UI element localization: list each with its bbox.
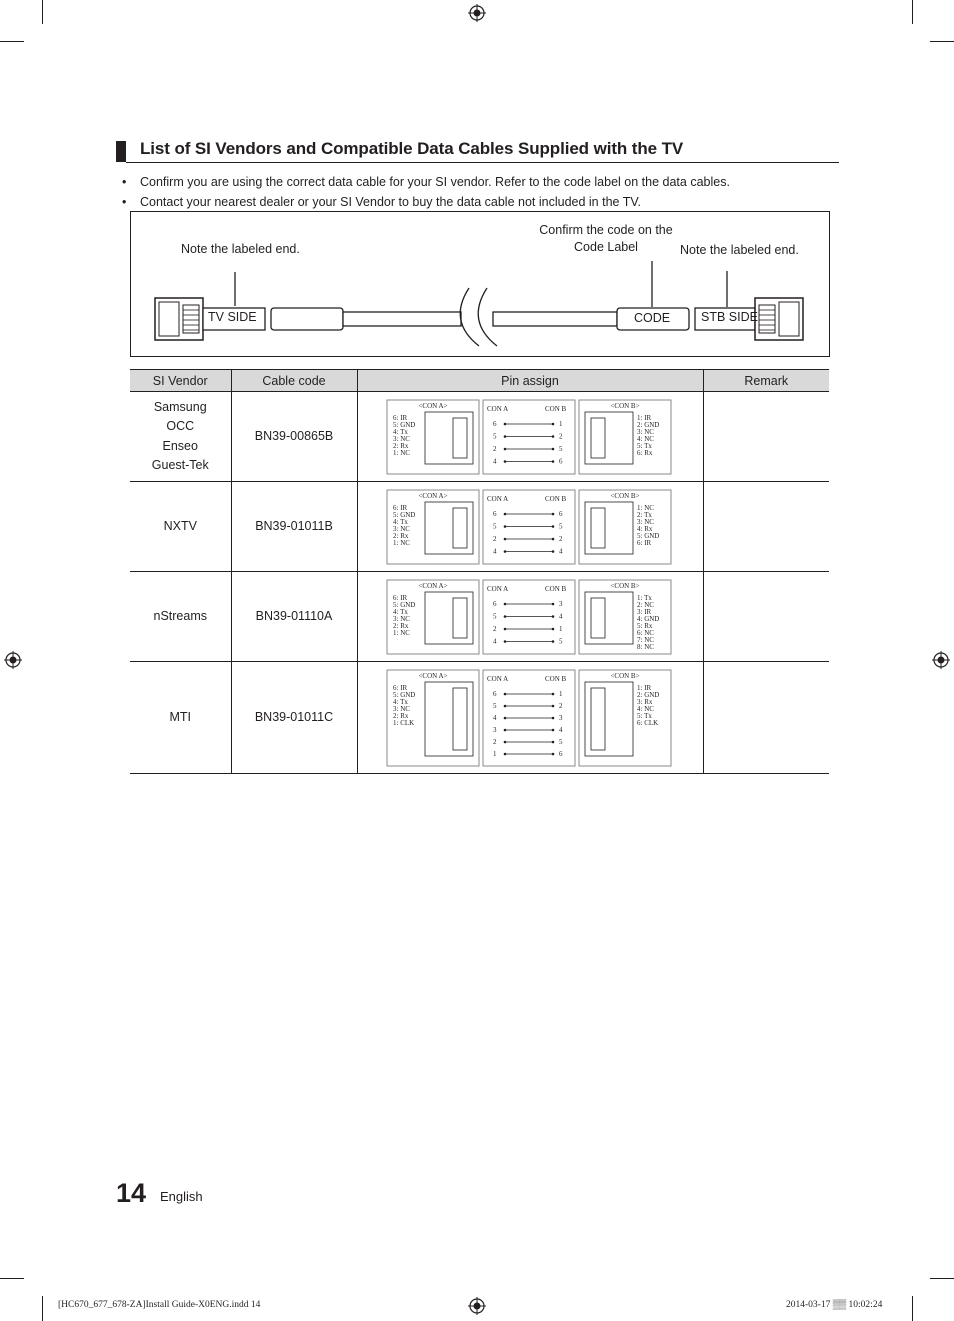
pin-map-dot <box>552 752 555 755</box>
pin-map-a: 4 <box>493 547 497 555</box>
file-info: [HC670_677_678-ZA]Install Guide-X0ENG.indd 14 <box>58 1300 261 1310</box>
pin-map-dot <box>552 537 555 540</box>
pin-map-a: 2 <box>493 737 497 746</box>
pin-assign-cell <box>357 572 703 662</box>
con-b-pin: 6: NC <box>637 628 654 637</box>
con-b-pin: 4: Rx <box>637 524 653 533</box>
pin-map-a: 6 <box>493 509 497 518</box>
pin-assign-diagram <box>385 578 675 656</box>
pin-map-b: 1 <box>559 624 563 633</box>
column-header: Cable code <box>231 370 357 392</box>
pin-map-dot <box>504 537 507 540</box>
con-a-pin: 1: NC <box>393 448 410 457</box>
pin-map-dot <box>552 550 555 553</box>
con-b-pin: 5: Tx <box>637 441 652 450</box>
bullet-item <box>120 172 840 192</box>
pin-map-dot <box>504 704 507 707</box>
crop-mark <box>912 1296 913 1321</box>
cable-code-cell: BN39-00865B <box>231 392 357 482</box>
pin-map-header: CON A <box>487 494 509 503</box>
vendor-cell <box>130 392 231 482</box>
con-b-pin: 3: IR <box>637 607 652 616</box>
vendor-name: nStreams <box>153 608 207 623</box>
con-a-pin: 1: CLK <box>393 718 415 727</box>
pin-map-dot <box>552 640 555 643</box>
con-b-pin: 4: NC <box>637 434 654 443</box>
con-a-pin: 6: IR <box>393 593 408 602</box>
con-b-pin: 6: IR <box>637 538 652 547</box>
page-language: English <box>160 1189 203 1204</box>
pin-map-dot <box>552 627 555 630</box>
con-b-pin: 1: NC <box>637 503 654 512</box>
pin-map-a: 1 <box>493 749 497 758</box>
con-b-box <box>579 490 671 564</box>
note-right: Note the labeled end. <box>680 243 799 257</box>
con-a-pin: 5: GND <box>393 600 416 609</box>
con-b-pin: 2: GND <box>637 420 660 429</box>
pin-map-dot <box>504 692 507 695</box>
con-b-pin: 5: Tx <box>637 711 652 720</box>
pin-map-header: CON B <box>545 404 567 413</box>
pin-map-b: 4 <box>559 547 563 555</box>
pin-map-b: 3 <box>559 599 563 608</box>
pin-map-a: 2 <box>493 534 497 543</box>
pin-map-b: 1 <box>559 689 563 698</box>
pin-map-dot <box>552 692 555 695</box>
pin-assign-cell <box>357 662 703 774</box>
vendor-name: OCC <box>166 419 195 433</box>
section-heading: List of SI Vendors and Compatible Data Cables Supplied with the TV <box>140 139 684 158</box>
pin-map-b: 5 <box>559 522 563 530</box>
vendor-cell <box>130 572 231 662</box>
pin-map-b: 2 <box>559 534 563 543</box>
stb-side-label: STB SIDE <box>701 310 758 324</box>
pin-map-dot <box>552 525 555 528</box>
con-b-box <box>579 670 671 766</box>
con-b-pin: 2: NC <box>637 600 654 609</box>
code-label: CODE <box>634 311 671 325</box>
vendor-table <box>130 369 829 774</box>
pin-map-a: 2 <box>493 624 497 633</box>
cable-code-cell: BN39-01011B <box>231 482 357 572</box>
con-a-pin: 6: IR <box>393 683 408 692</box>
vendor-name: MTI <box>169 709 192 724</box>
pin-map-header: CON B <box>545 494 567 503</box>
pin-map-a: 4 <box>493 637 497 645</box>
con-a-pin: 2: Rx <box>393 531 409 540</box>
con-b-pin: 2: GND <box>637 690 660 699</box>
pin-map-dot <box>504 728 507 731</box>
pin-map-a: 5 <box>493 701 497 710</box>
con-b-pin: 6: CLK <box>637 718 659 727</box>
vendor-cell <box>130 662 231 774</box>
pin-map-dot <box>504 716 507 719</box>
pin-map-header: CON B <box>545 584 567 593</box>
pin-map-header: CON A <box>487 584 509 593</box>
pin-map-dot <box>504 422 507 425</box>
column-header: SI Vendor <box>130 370 231 392</box>
bullet-item <box>120 192 840 212</box>
vendor-name: Enseo <box>162 438 198 453</box>
pin-map-a: 6 <box>493 689 497 698</box>
pin-map-dot <box>504 550 507 553</box>
pin-assign-diagram <box>385 398 675 476</box>
registration-mark-icon <box>468 1297 486 1315</box>
con-b-label: <CON B> <box>610 671 640 680</box>
pin-map-a: 5 <box>493 432 497 440</box>
pin-map-b: 2 <box>559 432 563 440</box>
pin-map-dot <box>552 716 555 719</box>
con-a-pin: 4: Tx <box>393 697 408 706</box>
pin-map-dot <box>552 512 555 515</box>
pin-map-b: 2 <box>559 701 563 710</box>
pin-map-a: 4 <box>493 713 497 722</box>
con-a-label: <CON A> <box>418 671 448 680</box>
pin-map-b: 4 <box>559 612 563 620</box>
heading-rule <box>126 162 839 163</box>
pin-map-b: 6 <box>559 749 563 758</box>
pin-map-header: CON A <box>487 404 509 413</box>
crop-mark <box>42 1296 43 1321</box>
con-a-pin: 3: NC <box>393 434 410 443</box>
pin-map-dot <box>504 602 507 605</box>
code-note-line: Code Label <box>574 240 638 254</box>
con-a-pin: 4: Tx <box>393 517 408 526</box>
con-a-pin: 5: GND <box>393 420 416 429</box>
cable-drawing <box>131 212 829 356</box>
con-a-pin: 3: NC <box>393 524 410 533</box>
pin-map-a: 5 <box>493 522 497 530</box>
pin-assign-cell <box>357 482 703 572</box>
con-b-pin: 4: GND <box>637 614 660 623</box>
registration-mark-icon <box>468 4 486 22</box>
pin-map-b: 5 <box>559 444 563 453</box>
con-b-pin: 8: NC <box>637 642 654 651</box>
pin-map-dot <box>504 435 507 438</box>
con-b-label: <CON B> <box>610 401 640 410</box>
crop-mark <box>930 41 954 42</box>
remark-cell <box>703 392 829 482</box>
note-left: Note the labeled end. <box>181 242 300 256</box>
con-a-pin: 2: Rx <box>393 621 409 630</box>
pin-assign-cell <box>357 392 703 482</box>
con-b-label: <CON B> <box>610 581 640 590</box>
pin-map-dot <box>552 740 555 743</box>
tv-side-label: TV SIDE <box>208 310 257 324</box>
pin-map-dot <box>504 525 507 528</box>
con-a-pin: 6: IR <box>393 503 408 512</box>
con-a-pin: 3: NC <box>393 614 410 623</box>
con-b-label: <CON B> <box>610 491 640 500</box>
con-a-label: <CON A> <box>418 581 448 590</box>
pin-assign-diagram <box>385 488 675 566</box>
pin-map-a: 3 <box>493 725 497 734</box>
pin-map-b: 6 <box>559 457 563 465</box>
pin-map-dot <box>504 512 507 515</box>
vendor-name: NXTV <box>163 518 197 533</box>
pin-map-dot <box>552 602 555 605</box>
con-a-pin: 5: GND <box>393 690 416 699</box>
pin-map-b: 5 <box>559 737 563 746</box>
crop-mark <box>0 41 24 42</box>
vendor-name: Samsung <box>153 399 207 414</box>
column-header: Remark <box>703 370 829 392</box>
bullet-list <box>120 172 840 212</box>
con-a-pin: 6: IR <box>393 413 408 422</box>
pin-map-dot <box>504 752 507 755</box>
pin-map-dot <box>504 615 507 618</box>
pin-map-a: 2 <box>493 444 497 453</box>
con-b-pin: 4: NC <box>637 704 654 713</box>
crop-mark <box>930 1278 954 1279</box>
con-b-pin: 2: Tx <box>637 510 652 519</box>
pin-map-b: 4 <box>559 725 563 734</box>
pin-map-b: 5 <box>559 637 563 645</box>
cable-code-cell: BN39-01011C <box>231 662 357 774</box>
con-a-pin: 3: NC <box>393 704 410 713</box>
crop-mark <box>912 0 913 24</box>
bullet-glyph: • <box>122 175 127 189</box>
con-a-label: <CON A> <box>418 491 448 500</box>
pin-map-dot <box>504 460 507 463</box>
bullet-glyph: • <box>122 195 127 209</box>
crop-mark <box>42 0 43 24</box>
con-b-box <box>579 400 671 474</box>
code-note <box>531 222 681 256</box>
con-a-pin: 4: Tx <box>393 607 408 616</box>
con-b-pin: 3: Rx <box>637 697 653 706</box>
table-row <box>130 662 829 774</box>
con-a-pin: 2: Rx <box>393 711 409 720</box>
table-row <box>130 572 829 662</box>
pin-map-dot <box>504 640 507 643</box>
pin-map-dot <box>552 422 555 425</box>
pin-map-a: 4 <box>493 457 497 465</box>
pin-map-b: 1 <box>559 419 563 428</box>
vendor-cell <box>130 482 231 572</box>
table-header-row <box>130 370 829 392</box>
bullet-text: Confirm you are using the correct data cable for your SI vendor. Refer to the code label on the data cables. <box>140 175 730 189</box>
pin-map-header: CON A <box>487 674 509 683</box>
table-row <box>130 392 829 482</box>
heading-marker <box>116 141 126 162</box>
pin-map-dot <box>552 460 555 463</box>
column-header: Pin assign <box>357 370 703 392</box>
con-a-pin: 2: Rx <box>393 441 409 450</box>
con-a-pin: 4: Tx <box>393 427 408 436</box>
con-b-pin: 5: GND <box>637 531 660 540</box>
code-note-line: Confirm the code on the <box>539 223 673 237</box>
con-a-pin: 1: NC <box>393 538 410 547</box>
con-b-pin: 3: NC <box>637 517 654 526</box>
table-row <box>130 482 829 572</box>
pin-map-dot <box>504 627 507 630</box>
registration-mark-icon <box>4 651 22 669</box>
con-a-label: <CON A> <box>418 401 448 410</box>
con-b-pin: 1: Tx <box>637 593 652 602</box>
con-b-pin: 3: NC <box>637 427 654 436</box>
pin-map-dot <box>504 740 507 743</box>
con-b-pin: 1: IR <box>637 413 652 422</box>
remark-cell <box>703 662 829 774</box>
con-a-pin: 1: NC <box>393 628 410 637</box>
con-b-pin: 6: Rx <box>637 448 653 457</box>
remark-cell <box>703 482 829 572</box>
remark-cell <box>703 572 829 662</box>
pin-map-dot <box>552 615 555 618</box>
pin-map-dot <box>552 704 555 707</box>
con-b-pin: 7: NC <box>637 635 654 644</box>
print-timestamp: 2014-03-17 ▒▒ 10:02:24 <box>786 1300 883 1310</box>
pin-map-dot <box>552 435 555 438</box>
cable-code-cell: BN39-01110A <box>231 572 357 662</box>
pin-map-dot <box>504 447 507 450</box>
pin-map-b: 6 <box>559 509 563 518</box>
pin-map-a: 5 <box>493 612 497 620</box>
vendor-name: Guest-Tek <box>151 458 209 472</box>
con-b-pin: 1: IR <box>637 683 652 692</box>
pin-map-b: 3 <box>559 713 563 722</box>
bullet-text: Contact your nearest dealer or your SI Vendor to buy the data cable not included in the TV. <box>140 195 642 209</box>
pin-map-a: 6 <box>493 599 497 608</box>
pin-map-dot <box>552 728 555 731</box>
registration-mark-icon <box>932 651 950 669</box>
pin-map-dot <box>552 447 555 450</box>
pin-map-header: CON B <box>545 674 567 683</box>
con-b-pin: 5: Rx <box>637 621 653 630</box>
con-a-pin: 5: GND <box>393 510 416 519</box>
crop-mark <box>0 1278 24 1279</box>
pin-map-a: 6 <box>493 419 497 428</box>
pin-assign-diagram <box>385 668 675 768</box>
page-number: 14 <box>116 1178 147 1208</box>
cable-diagram <box>130 211 830 357</box>
